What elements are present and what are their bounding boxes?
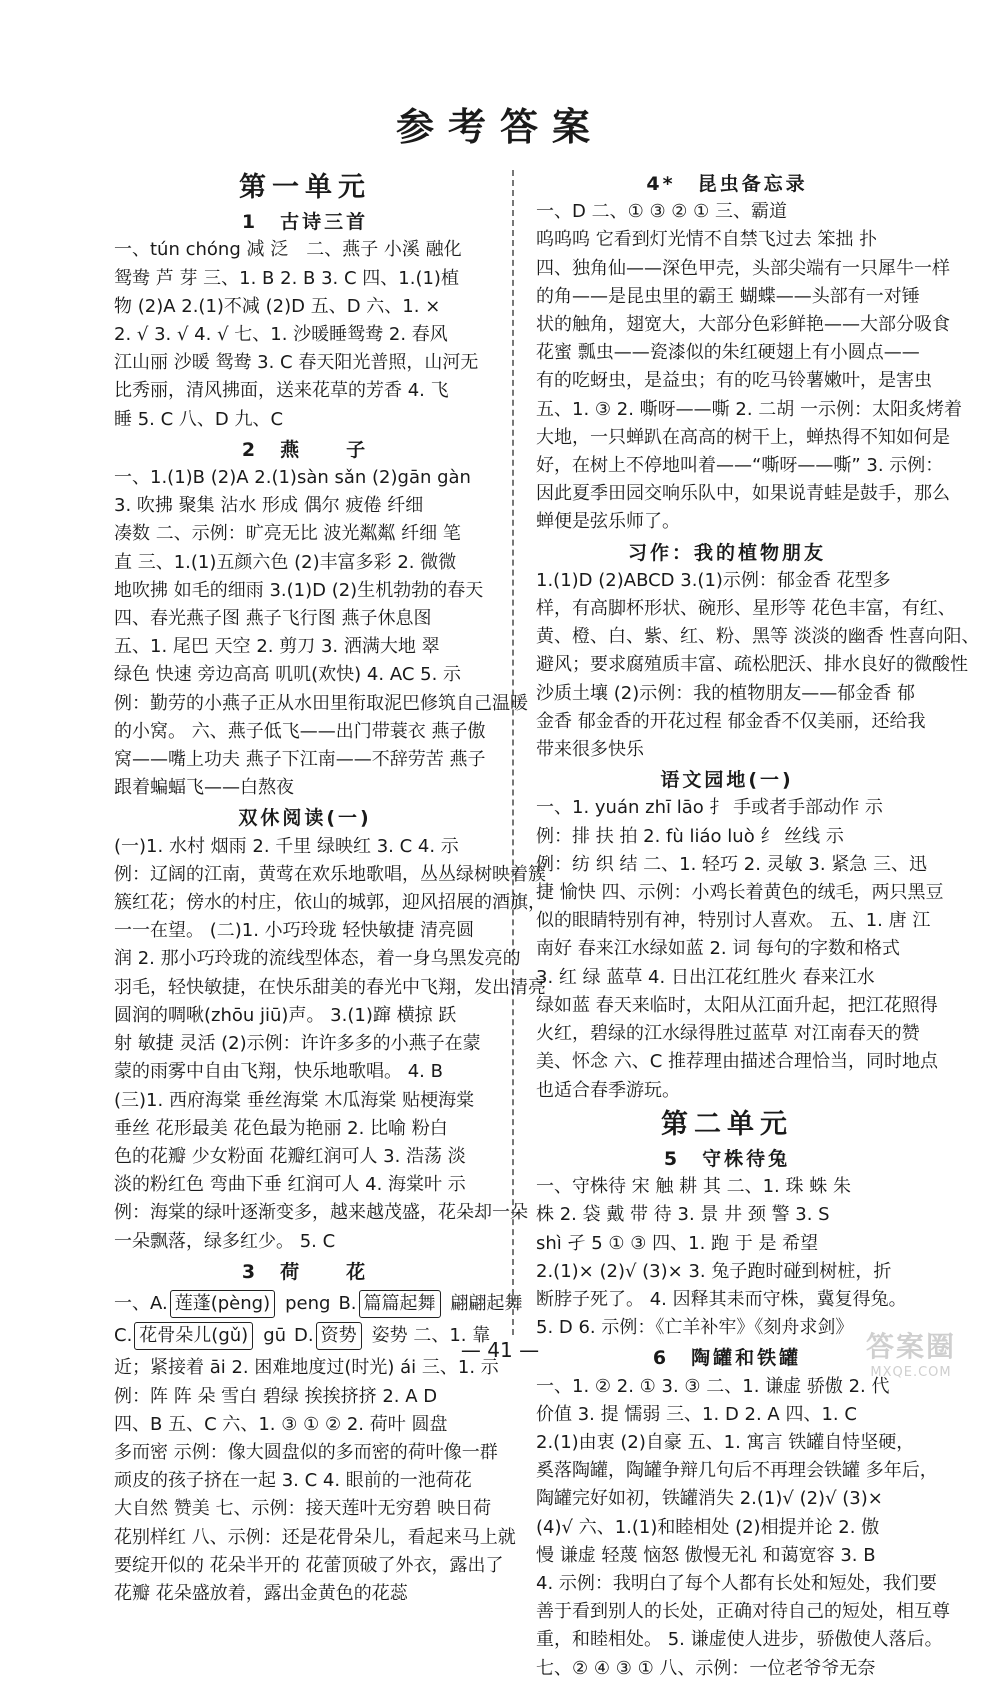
answer-line: 好，在树上不停地叫着——“嘶呀——嘶” 3. 示例： <box>536 455 944 477</box>
answer-line: 跟着蝙蝠飞——白熬夜 <box>114 777 294 799</box>
answer-line: 的角——是昆虫里的霸王 蝴蝶——头部有一对锤 <box>536 285 920 307</box>
answer-line: 3. 红 绿 蓝草 4. 日出江花红胜火 春来江水 <box>536 966 875 988</box>
answer-line: 垂丝 花形最美 花色最为艳丽 2. 比喻 粉白 <box>114 1117 448 1139</box>
watermark-text: 答案圈 <box>865 1330 956 1363</box>
answer-line: 例：纺 织 结 二、1. 轻巧 2. 灵敏 3. 紧急 三、迅 <box>536 853 928 875</box>
lesson-title: 3 荷 花 <box>241 1260 369 1283</box>
answer-block <box>114 1354 516 1608</box>
answer-line: 睡 5. C 八、D 九、C <box>114 408 284 430</box>
correction-text: 翩翩起舞 <box>450 1292 523 1314</box>
answer-line: 蒙的雨雾中自由飞翔，快乐地歌唱。 4. B <box>114 1061 443 1083</box>
answer-line: 直 三、1.(1)五颜六色 (2)丰富多彩 2. 微微 <box>114 551 457 573</box>
answer-line: 金香 郁金香的开花过程 郁金香不仅美丽，还给我 <box>536 710 926 732</box>
answer-line: 一朵飘落，绿多红少。 5. C <box>114 1230 336 1252</box>
answer-block <box>536 1373 950 1683</box>
answer-block <box>536 794 944 1104</box>
answer-line: 株 2. 袋 戴 带 待 3. 景 井 颈 警 3. S <box>536 1204 830 1226</box>
lesson-title: 习作：我的植物朋友 <box>627 541 826 564</box>
answer-line: 5. D 6. 示例：《亡羊补牢》《刻舟求剑》 <box>536 1317 854 1339</box>
answer-line: 的小窝。 六、燕子低飞——出门带蓑衣 燕子傲 <box>114 720 486 742</box>
answer-line: 善于看到别人的长处，正确对待自己的短处，相互尊 <box>536 1601 950 1623</box>
answer-line: 美、怀念 六、C 推荐理由描述合理恰当，同时地点 <box>536 1051 939 1073</box>
answer-line: 五、1. 尾巴 天空 2. 剪刀 3. 洒满大地 翠 <box>114 636 440 658</box>
answer-line: 七、② ④ ③ ① 八、示例：一位老爷爷无奈 <box>536 1657 876 1679</box>
answer-line: 例：排 扶 拍 2. fù liáo luò 纟 丝线 示 <box>536 825 844 847</box>
lesson-title: 6 陶罐和铁罐 <box>652 1347 802 1370</box>
unit-title: 第一单元 <box>239 172 371 203</box>
answer-line: 沙质土壤 (2)示例：我的植物朋友——郁金香 郁 <box>536 682 915 704</box>
answer-line: 江山丽 沙暖 鸳鸯 3. C 春天阳光普照，山河无 <box>114 352 479 374</box>
answer-block <box>536 198 962 536</box>
answer-line: 因此夏季田园交响乐队中，如果说青蛙是鼓手，那么 <box>536 483 950 505</box>
answer-line: 绿如蓝 春天来临时，太阳从江面升起，把江花照得 <box>536 994 938 1016</box>
answer-line: 3. 吹拂 聚集 沾水 形成 偶尔 疲倦 纤细 <box>114 495 424 517</box>
answer-line: 2.(1)× (2)√ (3)× 3. 兔子跑时碰到树桩，折 <box>536 1260 892 1282</box>
answer-line: 例：勤劳的小燕子正从水田里衔取泥巴修筑自己温暖 <box>114 692 528 714</box>
answer-line: 羽毛，轻快敏捷，在快乐甜美的春光中飞翔，发出清亮 <box>114 976 546 998</box>
answer-line: 要绽开似的 花朵半开的 花蕾顶破了外衣，露出了 <box>114 1554 504 1576</box>
watermark-url: MXQE.COM <box>870 1365 952 1380</box>
answer-line: 凑数 二、示例：旷亮无比 波光粼粼 纤细 笔 <box>114 523 461 545</box>
boxed-word: 篇篇起舞 <box>359 1290 441 1318</box>
answer-line: 一一在望。 (二)1. 小巧玲珑 轻快敏捷 清亮圆 <box>114 920 475 942</box>
answer-line: 避风；要求腐殖质丰富、疏松肥沃、排水良好的微酸性 <box>536 654 968 676</box>
answer-line: 大地，一只蝉趴在高高的树干上，蝉热得不知如何是 <box>536 426 950 448</box>
answer-line: 重，和睦相处。 5. 谦虚使人进步，骄傲使人落后。 <box>536 1629 943 1651</box>
answer-line: 一、1. yuán zhī lāo 扌 手或者手部动作 示 <box>536 797 883 819</box>
answer-line: 一、守株待 宋 触 耕 其 二、1. 珠 蛛 朱 <box>536 1176 851 1198</box>
answer-line: 顽皮的孩子挤在一起 3. C 4. 眼前的一池荷花 <box>114 1470 472 1492</box>
correction-text: peng <box>285 1292 331 1314</box>
answer-line: 价值 3. 提 懦弱 三、1. D 2. A 四、1. C <box>536 1403 857 1425</box>
answer-line: 润 2. 那小巧玲珑的流线型体态，着一身乌黑发亮的 <box>114 948 521 970</box>
page-number: — 41 — <box>460 1338 540 1362</box>
answer-line: 淡的粉红色 弯曲下垂 红润可人 4. 海棠叶 示 <box>114 1174 466 1196</box>
answer-line: 断脖子死了。 4. 因释其耒而守株，冀复得兔。 <box>536 1288 907 1310</box>
answer-line: 大自然 赞美 七、示例：接天莲叶无穷碧 映日荷 <box>114 1498 492 1520</box>
answer-line: 一、D 二、① ③ ② ① 三、霸道 <box>536 201 788 223</box>
answer-line: 地吹拂 如毛的细雨 3.(1)D (2)生机勃勃的春天 <box>114 579 484 601</box>
answer-line: shì 孑 5 ① ③ 四、1. 跑 于 是 希望 <box>536 1232 819 1254</box>
answer-line: (一)1. 水村 烟雨 2. 千里 绿映红 3. C 4. 示 <box>114 835 459 857</box>
answer-line: 比秀丽，清风拂面，送来花草的芳香 4. 飞 <box>114 380 449 402</box>
correction-text: 姿势 二、1. 靠 <box>371 1325 491 1347</box>
answer-line: 花别样红 八、示例：还是花骨朵儿，看起来马上就 <box>114 1526 516 1548</box>
lesson-title: 5 守株待兔 <box>663 1147 791 1170</box>
answer-block <box>114 236 496 433</box>
answer-line: 慢 谦虚 轻蔑 恼怒 傲慢无礼 和蔼宽容 3. B <box>536 1544 876 1566</box>
answer-line: (三)1. 西府海棠 垂丝海棠 木瓜海棠 贴梗海棠 <box>114 1089 475 1111</box>
answer-line: 呜呜呜 它看到灯光情不自禁飞过去 笨拙 扑 <box>536 229 878 251</box>
choice-label: B. <box>338 1292 357 1314</box>
lesson-title: 语文园地(一) <box>660 769 794 792</box>
choice-label: C. <box>114 1325 133 1347</box>
boxed-word: 资势 <box>316 1322 362 1350</box>
answer-line: 1.(1)D (2)ABCD 3.(1)示例：郁金香 花型多 <box>536 569 891 591</box>
right-column <box>536 168 980 1683</box>
answer-line: 似的眼睛特别有神，特别讨人喜欢。 五、1. 唐 江 <box>536 910 931 932</box>
answer-line: 4. 示例：我明白了每个人都有长处和短处，我们要 <box>536 1572 937 1594</box>
answer-line: 物 (2)A 2.(1)不减 (2)D 五、D 六、1. × <box>114 295 441 317</box>
answer-block <box>114 464 528 802</box>
answer-line: (4)√ 六、1.(1)和睦相处 (2)相提并论 2. 傲 <box>536 1516 880 1538</box>
answer-block <box>536 567 980 764</box>
answer-line: 南好 春来江水绿如蓝 2. 词 每句的字数和格式 <box>536 938 901 960</box>
answer-line: 四、B 五、C 六、1. ③ ① ② 2. 荷叶 圆盘 <box>114 1413 448 1435</box>
answer-line: 例：辽阔的江南，黄莺在欢乐地歌唱，丛丛绿树映着簇 <box>114 863 546 885</box>
page-title: 参考答案 <box>395 104 604 149</box>
answer-line: 圆润的啁啾(zhōu jiū)声。 3.(1)蹿 横掠 跃 <box>114 1004 457 1026</box>
answer-line: 样，有高脚杯形状、碗形、星形等 花色丰富，有红、 <box>536 598 956 620</box>
lesson-title: 1 古诗三首 <box>241 211 369 234</box>
choice-label: D. <box>294 1325 314 1347</box>
answer-line: 蝉便是弦乐师了。 <box>536 511 680 533</box>
boxed-word: 莲蓬(pèng) <box>170 1290 275 1318</box>
answer-line: 有的吃蚜虫，是益虫；有的吃马铃薯嫩叶，是害虫 <box>536 370 932 392</box>
answer-line: 四、春光燕子图 燕子飞行图 燕子休息图 <box>114 608 432 630</box>
answer-line: 例：阵 阵 朵 雪白 碧绿 挨挨挤挤 2. A D <box>114 1385 438 1407</box>
answer-line: 2.(1)由衷 (2)自豪 五、1. 寓言 铁罐自恃坚硬， <box>536 1431 915 1453</box>
answer-line: 一、tún chóng 减 泛 二、燕子 小溪 融化 <box>114 239 462 261</box>
correction-text: gū <box>263 1325 287 1347</box>
answer-line: 黄、橙、白、紫、红、粉、黑等 淡淡的幽香 性喜向阳、 <box>536 626 980 648</box>
answer-line: 近；紧接着 āi 2. 困难地度过(时光) ái 三、1. 示 <box>114 1357 499 1379</box>
answer-line: 陶罐完好如初，铁罐消失 2.(1)√ (2)√ (3)× <box>536 1488 883 1510</box>
answer-line: 一、1.(1)B (2)A 2.(1)sàn sǎn (2)gān gàn <box>114 467 471 489</box>
answer-line: 状的触角，翅宽大，大部分色彩鲜艳——大部分吸食 <box>536 314 950 336</box>
answer-line: 2. √ 3. √ 4. √ 七、1. 沙暖睡鸳鸯 2. 春风 <box>114 324 448 346</box>
column-divider <box>512 170 514 1335</box>
answer-block <box>114 833 546 1256</box>
answer-line: 也适合春季游玩。 <box>536 1079 680 1101</box>
answer-line: 五、1. ③ 2. 嘶呀——嘶 2. 二胡 一示例：太阳炙烤着 <box>536 398 962 420</box>
answer-block <box>536 1173 918 1342</box>
answer-line: 多而密 示例：像大圆盘似的多而密的荷叶像一群 <box>114 1441 498 1463</box>
lesson-title: 2 燕 子 <box>241 438 369 461</box>
boxed-choice-row <box>114 1290 523 1318</box>
answer-line: 射 敏捷 灵活 (2)示例：许许多多的小燕子在蒙 <box>114 1033 481 1055</box>
answer-line: 捷 愉快 四、示例：小鸡长着黄色的绒毛，两只黑豆 <box>536 882 944 904</box>
answer-line: 例：海棠的绿叶逐渐变多，越来越茂盛，花朵却一朵 <box>114 1202 528 1224</box>
unit-title: 第二单元 <box>661 1108 793 1140</box>
answer-line: 绿色 快速 旁边高高 叽叽(欢快) 4. AC 5. 示 <box>114 664 462 686</box>
watermark-logo <box>836 1325 986 1387</box>
answer-line: 四、独角仙——深色甲壳，头部尖端有一只犀牛一样 <box>536 257 950 279</box>
answer-line: 色的花瓣 少女粉面 花瓣红润可人 3. 浩荡 淡 <box>114 1145 466 1167</box>
answer-line: 带来很多快乐 <box>536 739 644 761</box>
answer-line: 花蜜 瓢虫——瓷漆似的朱红硬翅上有小圆点—— <box>536 342 920 364</box>
answer-line: 火红，碧绿的江水绿得胜过蓝草 对江南春天的赞 <box>536 1023 920 1045</box>
lesson-title: 双休阅读(一) <box>238 807 372 830</box>
boxed-word: 花骨朵儿(gǔ) <box>134 1322 253 1350</box>
answer-line: 奚落陶罐，陶罐争辩几句后不再理会铁罐 多年后， <box>536 1460 938 1482</box>
answer-line: 窝——嘴上功夫 燕子下江南——不辞劳苦 燕子 <box>114 749 486 771</box>
answer-line: 花瓣 花朵盛放着，露出金黄色的花蕊 <box>114 1582 408 1604</box>
answer-line: 一、1. ② 2. ① 3. ③ 二、1. 谦虚 骄傲 2. 代 <box>536 1375 890 1397</box>
answer-line: 簇红花；傍水的村庄，依山的城郭，迎风招展的酒旗， <box>114 892 546 914</box>
lesson-title: 4* 昆虫备忘录 <box>646 173 808 195</box>
choice-label: 一、A. <box>114 1292 168 1314</box>
answer-line: 鸳鸯 芦 芽 三、1. B 2. B 3. C 四、1.(1)植 <box>114 267 459 289</box>
